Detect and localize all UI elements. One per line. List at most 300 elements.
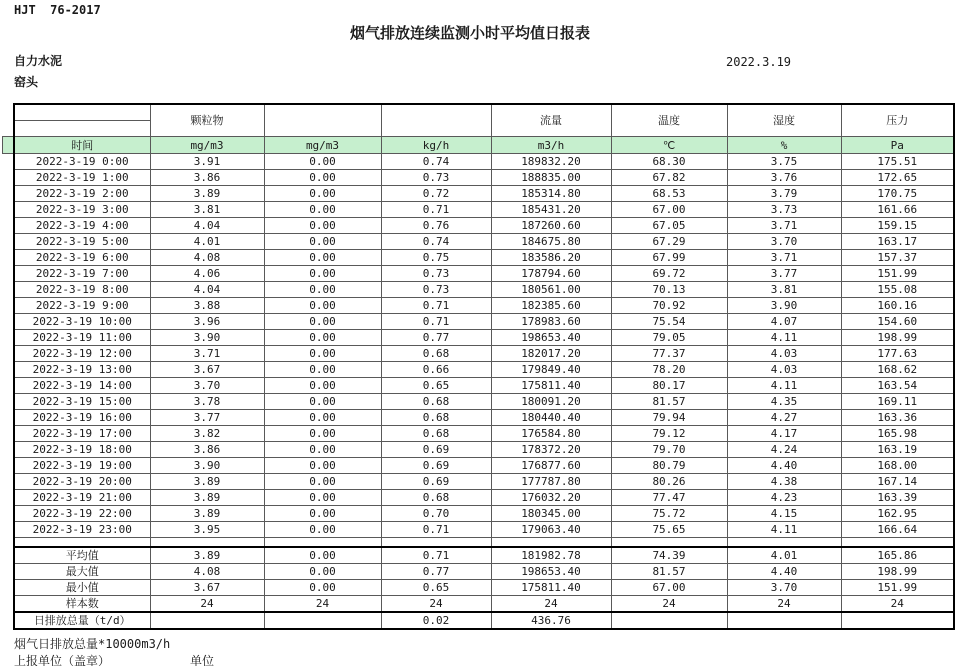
value-cell: 4.40 xyxy=(727,458,841,474)
value-cell: 3.96 xyxy=(150,314,264,330)
value-cell: 189832.20 xyxy=(491,154,611,170)
col-header-humidity: 湿度 xyxy=(727,104,841,137)
value-cell: 24 xyxy=(381,596,491,613)
value-cell: 77.37 xyxy=(611,346,727,362)
value-cell: 3.86 xyxy=(150,170,264,186)
value-cell: 0.68 xyxy=(381,426,491,442)
value-cell: 0.77 xyxy=(381,564,491,580)
unit-percent: % xyxy=(727,137,841,154)
row-label-cell: 2022-3-19 15:00 xyxy=(14,394,150,410)
value-cell: 3.88 xyxy=(150,298,264,314)
value-cell: 75.65 xyxy=(611,522,727,538)
value-cell: 75.72 xyxy=(611,506,727,522)
value-cell: 0.00 xyxy=(264,410,381,426)
value-cell: 0.00 xyxy=(264,490,381,506)
separator-row xyxy=(14,538,954,548)
value-cell: 3.89 xyxy=(150,547,264,564)
value-cell xyxy=(611,538,727,548)
value-cell: 4.38 xyxy=(727,474,841,490)
value-cell: 0.73 xyxy=(381,266,491,282)
value-cell: 198.99 xyxy=(841,564,954,580)
col-header-pressure: 压力 xyxy=(841,104,954,137)
company-name: 自力水泥 xyxy=(14,54,63,68)
value-cell: 67.00 xyxy=(611,580,727,596)
unit-label: 单位 xyxy=(190,654,215,666)
value-cell: 0.74 xyxy=(381,234,491,250)
value-cell: 68.53 xyxy=(611,186,727,202)
value-cell: 0.00 xyxy=(264,378,381,394)
row-label-cell: 2022-3-19 8:00 xyxy=(14,282,150,298)
value-cell: 4.23 xyxy=(727,490,841,506)
value-cell: 3.91 xyxy=(150,154,264,170)
table-row xyxy=(14,234,954,250)
value-cell: 0.74 xyxy=(381,154,491,170)
table-row xyxy=(14,250,954,266)
value-cell: 198.99 xyxy=(841,330,954,346)
value-cell: 24 xyxy=(150,596,264,613)
value-cell: 0.68 xyxy=(381,410,491,426)
value-cell xyxy=(150,538,264,548)
value-cell: 168.62 xyxy=(841,362,954,378)
value-cell: 175811.40 xyxy=(491,378,611,394)
value-cell: 24 xyxy=(727,596,841,613)
value-cell: 0.68 xyxy=(381,490,491,506)
value-cell: 159.15 xyxy=(841,218,954,234)
value-cell: 24 xyxy=(841,596,954,613)
value-cell: 3.81 xyxy=(727,282,841,298)
value-cell: 4.01 xyxy=(150,234,264,250)
value-cell: 0.00 xyxy=(264,330,381,346)
value-cell: 160.16 xyxy=(841,298,954,314)
table-row xyxy=(14,346,954,362)
value-cell: 3.71 xyxy=(727,250,841,266)
time-header-spacer xyxy=(14,104,150,121)
report-date: 2022.3.19 xyxy=(726,55,792,69)
value-cell: 0.00 xyxy=(264,394,381,410)
row-label-cell: 2022-3-19 4:00 xyxy=(14,218,150,234)
value-cell: 0.69 xyxy=(381,474,491,490)
value-cell: 0.69 xyxy=(381,458,491,474)
table-row xyxy=(14,458,954,474)
value-cell: 155.08 xyxy=(841,282,954,298)
table-row xyxy=(14,202,954,218)
value-cell: 3.70 xyxy=(727,234,841,250)
value-cell: 3.89 xyxy=(150,474,264,490)
value-cell: 0.00 xyxy=(264,346,381,362)
value-cell: 163.36 xyxy=(841,410,954,426)
row-label-cell: 2022-3-19 23:00 xyxy=(14,522,150,538)
value-cell: 163.19 xyxy=(841,442,954,458)
value-cell: 179063.40 xyxy=(491,522,611,538)
value-cell: 184675.80 xyxy=(491,234,611,250)
value-cell: 198653.40 xyxy=(491,330,611,346)
value-cell: 3.76 xyxy=(727,170,841,186)
standard-code: HJT 76-2017 xyxy=(14,3,101,17)
value-cell: 0.68 xyxy=(381,346,491,362)
value-cell: 3.67 xyxy=(150,362,264,378)
value-cell: 4.01 xyxy=(727,547,841,564)
value-cell: 154.60 xyxy=(841,314,954,330)
value-cell: 4.03 xyxy=(727,362,841,378)
value-cell: 3.89 xyxy=(150,186,264,202)
value-cell: 0.00 xyxy=(264,234,381,250)
value-cell: 0.76 xyxy=(381,218,491,234)
value-cell: 0.66 xyxy=(381,362,491,378)
table-row xyxy=(14,490,954,506)
value-cell: 3.90 xyxy=(727,298,841,314)
table-row xyxy=(14,506,954,522)
row-label-cell: 2022-3-19 19:00 xyxy=(14,458,150,474)
value-cell: 0.65 xyxy=(381,378,491,394)
value-cell: 180440.40 xyxy=(491,410,611,426)
value-cell: 177.63 xyxy=(841,346,954,362)
value-cell: 163.54 xyxy=(841,378,954,394)
value-cell: 3.77 xyxy=(150,410,264,426)
value-cell: 0.71 xyxy=(381,547,491,564)
group-header-row xyxy=(14,104,954,121)
value-cell: 3.78 xyxy=(150,394,264,410)
value-cell: 3.95 xyxy=(150,522,264,538)
value-cell: 161.66 xyxy=(841,202,954,218)
value-cell: 79.94 xyxy=(611,410,727,426)
value-cell: 0.77 xyxy=(381,330,491,346)
value-cell: 169.11 xyxy=(841,394,954,410)
value-cell: 80.79 xyxy=(611,458,727,474)
value-cell: 0.00 xyxy=(264,522,381,538)
unit-pa: Pa xyxy=(841,137,954,154)
value-cell: 79.05 xyxy=(611,330,727,346)
value-cell: 3.75 xyxy=(727,154,841,170)
value-cell: 3.81 xyxy=(150,202,264,218)
row-label-cell: 2022-3-19 18:00 xyxy=(14,442,150,458)
table-row xyxy=(14,218,954,234)
value-cell: 4.11 xyxy=(727,330,841,346)
value-cell: 0.71 xyxy=(381,298,491,314)
value-cell: 4.07 xyxy=(727,314,841,330)
value-cell: 0.00 xyxy=(264,298,381,314)
value-cell: 3.73 xyxy=(727,202,841,218)
value-cell: 0.00 xyxy=(264,506,381,522)
value-cell: 0.00 xyxy=(264,170,381,186)
value-cell: 0.00 xyxy=(264,250,381,266)
value-cell: 178794.60 xyxy=(491,266,611,282)
hourly-data-body xyxy=(14,154,954,538)
value-cell: 4.03 xyxy=(727,346,841,362)
value-cell: 151.99 xyxy=(841,266,954,282)
value-cell xyxy=(264,612,381,629)
value-cell: 4.24 xyxy=(727,442,841,458)
value-cell: 4.35 xyxy=(727,394,841,410)
unit-kg-h: kg/h xyxy=(381,137,491,154)
value-cell: 166.64 xyxy=(841,522,954,538)
value-cell: 70.92 xyxy=(611,298,727,314)
value-cell xyxy=(150,612,264,629)
value-cell: 79.12 xyxy=(611,426,727,442)
table-row xyxy=(14,154,954,170)
value-cell xyxy=(841,612,954,629)
value-cell: 67.82 xyxy=(611,170,727,186)
value-cell: 176584.80 xyxy=(491,426,611,442)
row-label-cell: 2022-3-19 9:00 xyxy=(14,298,150,314)
value-cell: 68.30 xyxy=(611,154,727,170)
value-cell: 3.70 xyxy=(150,378,264,394)
value-cell: 0.00 xyxy=(264,458,381,474)
value-cell: 151.99 xyxy=(841,580,954,596)
value-cell: 3.71 xyxy=(727,218,841,234)
table-row xyxy=(14,330,954,346)
table-row xyxy=(14,522,954,538)
value-cell xyxy=(491,538,611,548)
value-cell: 0.75 xyxy=(381,250,491,266)
value-cell: 0.00 xyxy=(264,154,381,170)
value-cell: 3.70 xyxy=(727,580,841,596)
value-cell: 0.71 xyxy=(381,522,491,538)
value-cell: 69.72 xyxy=(611,266,727,282)
value-cell: 0.00 xyxy=(264,218,381,234)
value-cell: 70.13 xyxy=(611,282,727,298)
value-cell: 0.00 xyxy=(264,186,381,202)
value-cell: 4.08 xyxy=(150,564,264,580)
row-label-cell: 2022-3-19 0:00 xyxy=(14,154,150,170)
value-cell: 4.11 xyxy=(727,522,841,538)
value-cell: 74.39 xyxy=(611,547,727,564)
time-column-label: 时间 xyxy=(14,137,150,154)
value-cell: 178372.20 xyxy=(491,442,611,458)
daily-total-row xyxy=(14,612,954,629)
table-row xyxy=(14,170,954,186)
value-cell: 0.72 xyxy=(381,186,491,202)
value-cell: 0.00 xyxy=(264,202,381,218)
value-cell xyxy=(611,612,727,629)
value-cell xyxy=(727,612,841,629)
col-header-blank-1 xyxy=(264,104,381,137)
unit-header-row xyxy=(14,137,954,154)
report-unit-label: 上报单位（盖章） xyxy=(14,654,111,666)
table-row xyxy=(14,410,954,426)
value-cell: 3.89 xyxy=(150,490,264,506)
value-cell: 180561.00 xyxy=(491,282,611,298)
row-label-cell: 2022-3-19 12:00 xyxy=(14,346,150,362)
row-label-cell: 2022-3-19 1:00 xyxy=(14,170,150,186)
value-cell: 75.54 xyxy=(611,314,727,330)
value-cell: 165.86 xyxy=(841,547,954,564)
value-cell: 4.06 xyxy=(150,266,264,282)
table-row xyxy=(14,378,954,394)
value-cell: 179849.40 xyxy=(491,362,611,378)
value-cell: 0.70 xyxy=(381,506,491,522)
value-cell: 176877.60 xyxy=(491,458,611,474)
value-cell: 80.26 xyxy=(611,474,727,490)
value-cell: 0.71 xyxy=(381,314,491,330)
value-cell: 0.00 xyxy=(264,266,381,282)
value-cell: 0.00 xyxy=(264,474,381,490)
table-row xyxy=(14,442,954,458)
row-label-cell: 2022-3-19 16:00 xyxy=(14,410,150,426)
row-label-cell: 2022-3-19 22:00 xyxy=(14,506,150,522)
table-row xyxy=(14,282,954,298)
value-cell: 0.00 xyxy=(264,564,381,580)
col-header-blank-2 xyxy=(381,104,491,137)
row-label-cell: 2022-3-19 10:00 xyxy=(14,314,150,330)
value-cell: 3.67 xyxy=(150,580,264,596)
value-cell: 185314.80 xyxy=(491,186,611,202)
unit-mg-m3-1: mg/m3 xyxy=(150,137,264,154)
station-name: 窑头 xyxy=(14,75,39,89)
value-cell: 167.14 xyxy=(841,474,954,490)
row-label-cell: 2022-3-19 2:00 xyxy=(14,186,150,202)
value-cell: 81.57 xyxy=(611,564,727,580)
value-cell: 4.40 xyxy=(727,564,841,580)
row-label-cell: 2022-3-19 11:00 xyxy=(14,330,150,346)
row-label-cell: 2022-3-19 20:00 xyxy=(14,474,150,490)
row-label-cell: 最小值 xyxy=(14,580,150,596)
value-cell: 81.57 xyxy=(611,394,727,410)
value-cell: 3.82 xyxy=(150,426,264,442)
value-cell: 185431.20 xyxy=(491,202,611,218)
value-cell: 0.00 xyxy=(264,580,381,596)
max-row xyxy=(14,564,954,580)
value-cell xyxy=(264,538,381,548)
value-cell: 180091.20 xyxy=(491,394,611,410)
table-row xyxy=(14,362,954,378)
value-cell xyxy=(841,538,954,548)
value-cell: 3.86 xyxy=(150,442,264,458)
value-cell: 0.00 xyxy=(264,547,381,564)
value-cell: 0.73 xyxy=(381,170,491,186)
page-title: 烟气排放连续监测小时平均值日报表 xyxy=(349,24,590,42)
row-label-cell: 2022-3-19 5:00 xyxy=(14,234,150,250)
row-label-cell: 2022-3-19 6:00 xyxy=(14,250,150,266)
value-cell: 187260.60 xyxy=(491,218,611,234)
value-cell: 3.90 xyxy=(150,330,264,346)
value-cell: 77.47 xyxy=(611,490,727,506)
row-label-cell: 2022-3-19 14:00 xyxy=(14,378,150,394)
value-cell: 178983.60 xyxy=(491,314,611,330)
value-cell: 182385.60 xyxy=(491,298,611,314)
row-label-cell: 2022-3-19 21:00 xyxy=(14,490,150,506)
row-label-cell: 平均值 xyxy=(14,547,150,564)
value-cell: 0.00 xyxy=(264,314,381,330)
value-cell: 3.77 xyxy=(727,266,841,282)
value-cell: 4.15 xyxy=(727,506,841,522)
value-cell: 80.17 xyxy=(611,378,727,394)
value-cell: 3.89 xyxy=(150,506,264,522)
value-cell: 170.75 xyxy=(841,186,954,202)
table-row xyxy=(14,186,954,202)
value-cell xyxy=(381,538,491,548)
value-cell: 165.98 xyxy=(841,426,954,442)
value-cell: 0.68 xyxy=(381,394,491,410)
value-cell: 168.00 xyxy=(841,458,954,474)
value-cell: 436.76 xyxy=(491,612,611,629)
row-label-cell xyxy=(14,538,150,548)
row-label-cell: 2022-3-19 17:00 xyxy=(14,426,150,442)
row-label-cell: 2022-3-19 7:00 xyxy=(14,266,150,282)
unit-mg-m3-2: mg/m3 xyxy=(264,137,381,154)
value-cell: 4.08 xyxy=(150,250,264,266)
value-cell: 181982.78 xyxy=(491,547,611,564)
value-cell: 183586.20 xyxy=(491,250,611,266)
value-cell: 24 xyxy=(264,596,381,613)
value-cell: 162.95 xyxy=(841,506,954,522)
table-row xyxy=(14,394,954,410)
value-cell: 0.00 xyxy=(264,426,381,442)
value-cell: 0.65 xyxy=(381,580,491,596)
value-cell: 4.27 xyxy=(727,410,841,426)
row-label-cell: 最大值 xyxy=(14,564,150,580)
value-cell: 3.79 xyxy=(727,186,841,202)
average-row xyxy=(14,547,954,564)
value-cell: 79.70 xyxy=(611,442,727,458)
value-cell: 67.05 xyxy=(611,218,727,234)
min-row xyxy=(14,580,954,596)
col-header-temperature: 温度 xyxy=(611,104,727,137)
flow-total-note: 烟气日排放总量*10000m3/h xyxy=(14,637,171,651)
col-header-flow: 流量 xyxy=(491,104,611,137)
value-cell: 180345.00 xyxy=(491,506,611,522)
value-cell: 67.00 xyxy=(611,202,727,218)
summary-body xyxy=(14,538,954,630)
row-label-cell: 2022-3-19 3:00 xyxy=(14,202,150,218)
col-header-particulate: 颗粒物 xyxy=(150,104,264,137)
value-cell: 175.51 xyxy=(841,154,954,170)
time-header-spacer-2 xyxy=(14,121,150,137)
report-table xyxy=(13,103,955,630)
row-label-cell: 日排放总量（t/d） xyxy=(14,612,150,629)
value-cell: 0.00 xyxy=(264,282,381,298)
value-cell: 4.04 xyxy=(150,282,264,298)
value-cell: 172.65 xyxy=(841,170,954,186)
table-row xyxy=(14,474,954,490)
value-cell xyxy=(727,538,841,548)
value-cell: 78.20 xyxy=(611,362,727,378)
row-label-cell: 2022-3-19 13:00 xyxy=(14,362,150,378)
value-cell: 175811.40 xyxy=(491,580,611,596)
value-cell: 0.00 xyxy=(264,442,381,458)
value-cell: 163.39 xyxy=(841,490,954,506)
value-cell: 67.29 xyxy=(611,234,727,250)
value-cell: 188835.00 xyxy=(491,170,611,186)
value-cell: 0.71 xyxy=(381,202,491,218)
sample-count-row xyxy=(14,596,954,613)
value-cell: 4.17 xyxy=(727,426,841,442)
value-cell: 24 xyxy=(491,596,611,613)
table-row xyxy=(14,426,954,442)
value-cell: 4.11 xyxy=(727,378,841,394)
value-cell: 176032.20 xyxy=(491,490,611,506)
table-header xyxy=(14,104,954,154)
table-row xyxy=(14,298,954,314)
value-cell: 0.00 xyxy=(264,362,381,378)
value-cell: 177787.80 xyxy=(491,474,611,490)
value-cell: 0.69 xyxy=(381,442,491,458)
value-cell: 4.04 xyxy=(150,218,264,234)
value-cell: 163.17 xyxy=(841,234,954,250)
value-cell: 182017.20 xyxy=(491,346,611,362)
table-row xyxy=(14,314,954,330)
row-label-cell: 样本数 xyxy=(14,596,150,613)
value-cell: 3.90 xyxy=(150,458,264,474)
unit-celsius: ℃ xyxy=(611,137,727,154)
unit-m3-h: m3/h xyxy=(491,137,611,154)
value-cell: 0.73 xyxy=(381,282,491,298)
value-cell: 67.99 xyxy=(611,250,727,266)
value-cell: 157.37 xyxy=(841,250,954,266)
value-cell: 0.02 xyxy=(381,612,491,629)
value-cell: 198653.40 xyxy=(491,564,611,580)
value-cell: 24 xyxy=(611,596,727,613)
table-row xyxy=(14,266,954,282)
